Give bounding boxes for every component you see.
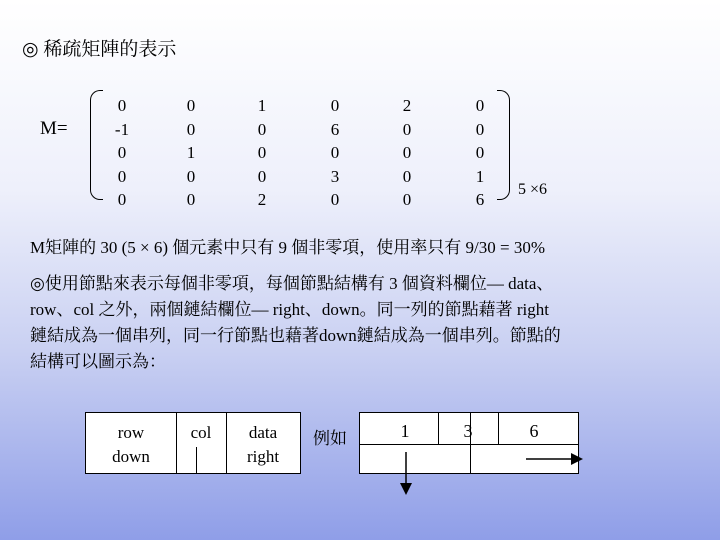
matrix-cell: 0 — [475, 143, 485, 162]
matrix-cell: 3 — [330, 166, 340, 186]
usage-sentence: M矩陣的 30 (5 × 6) 個元素中只有 9 個非零項，使用率只有 9/30 = 30% — [30, 238, 545, 257]
paragraph-line: 鏈結成為一個串列，同一行節點也藉著down鏈結成為一個串列。節點的 — [30, 326, 561, 345]
matrix-cell: 0 — [257, 119, 267, 139]
matrix-cell: 2 — [402, 96, 412, 115]
matrix-cell: -1 — [114, 119, 130, 139]
paragraph-line: ◎使用節點來表示每個非零項，每個節點結構有 3 個資料欄位— data、 — [30, 274, 554, 293]
paragraph-line: 結構可以圖示為： — [30, 352, 166, 371]
matrix-cell: 0 — [475, 96, 485, 115]
field-right-label: right — [246, 447, 280, 466]
example-data-value: 6 — [529, 421, 539, 441]
matrix-cell: 0 — [257, 143, 267, 162]
example-col-value: 3 — [463, 421, 473, 441]
matrix-label: M= — [40, 118, 68, 139]
matrix-cell: 0 — [402, 190, 412, 209]
field-data-label: data — [248, 423, 278, 442]
matrix-cell: 1 — [257, 96, 267, 115]
field-down-label: down — [112, 447, 150, 466]
matrix-cell: 0 — [117, 143, 127, 162]
page-title: ◎ 稀疏矩陣的表示 — [22, 39, 177, 60]
matrix-cell: 0 — [475, 119, 485, 139]
field-row-label: row — [117, 423, 145, 442]
matrix-cell: 6 — [475, 190, 485, 209]
matrix-cell: 0 — [186, 166, 196, 186]
matrix-cell: 0 — [330, 143, 340, 162]
matrix-cell: 0 — [402, 143, 412, 162]
matrix-cell: 0 — [186, 119, 196, 139]
matrix-cell: 1 — [475, 166, 485, 186]
matrix-cell: 6 — [330, 119, 340, 139]
matrix-cell: 0 — [402, 166, 412, 186]
example-row-value: 1 — [400, 421, 410, 441]
example-label: 例如 — [313, 429, 347, 448]
matrix-cell: 0 — [402, 119, 412, 139]
matrix-cell: 0 — [257, 166, 267, 186]
matrix-dimension: 5 ×6 — [518, 181, 548, 198]
matrix-cell: 0 — [186, 190, 196, 209]
matrix-cell: 0 — [117, 96, 127, 115]
matrix-cell: 0 — [330, 190, 340, 209]
matrix-cell: 1 — [186, 143, 196, 162]
matrix-cell: 2 — [257, 190, 267, 209]
field-col-label: col — [190, 423, 212, 442]
matrix-cell: 0 — [117, 190, 127, 209]
matrix-cell: 0 — [186, 96, 196, 115]
matrix-cell: 0 — [117, 166, 127, 186]
paragraph-line: row、col 之外，兩個鏈結欄位— right、down。同一列的節點藉著 right — [30, 300, 549, 319]
matrix-cell: 0 — [330, 96, 340, 115]
